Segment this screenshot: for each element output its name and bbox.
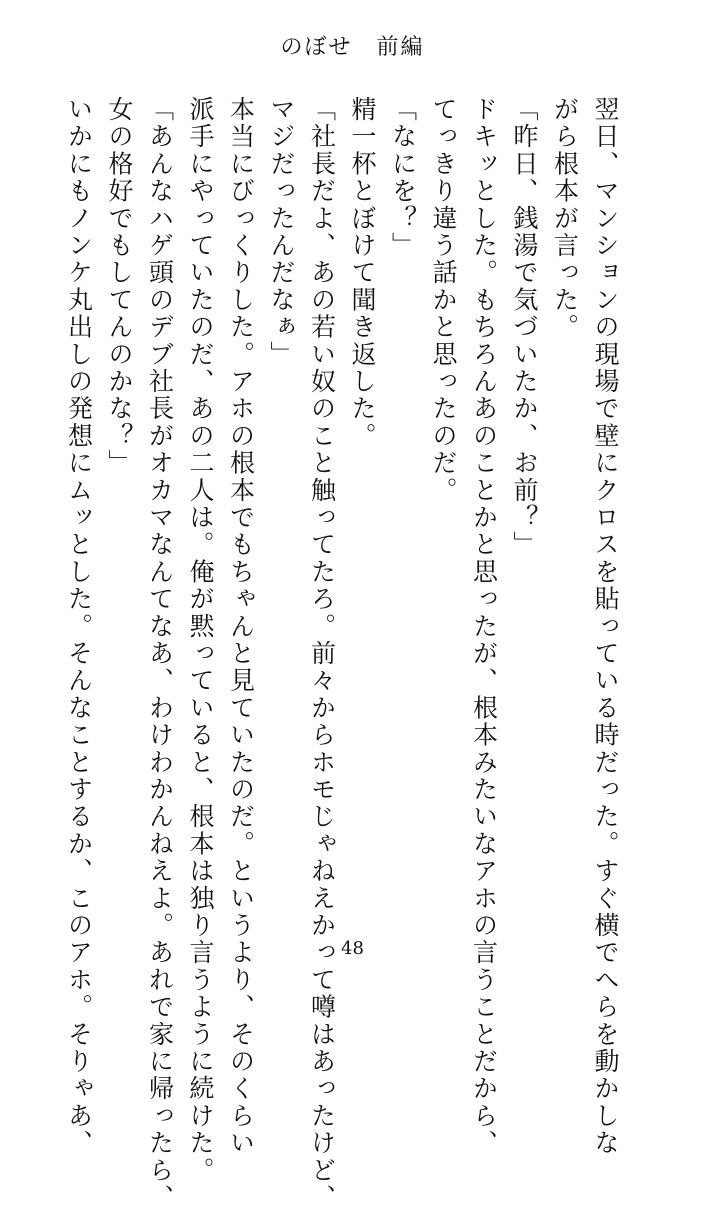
text-line: いかにもノンケ丸出しの発想にムッとした。そんなことするか、このアホ。そりゃあ、 (64, 96, 94, 1157)
text-line: 女の格好でもしてんのかな？」 (105, 96, 134, 477)
text-line: てっきり違う話かと思ったのだ。 (429, 96, 458, 504)
text-line: 派手にやっていたのだ、あの二人は。俺が黙っていると、根本は独り言うように続けた。 (186, 96, 215, 1184)
text-line: ドキッとした。もちろんあのことかと思ったが、根本みたいなアホの言うことだから、 (469, 96, 499, 1157)
text-line: 「なにを？」 (388, 96, 418, 260)
text-line: がら根本が言った。 (550, 96, 580, 341)
text-line: 「あんなハゲ頭のデブ社長がオカマなんてなあ、わけわかんねえよ。あれで家に帰ったら、 (145, 96, 175, 1211)
text-line: 「昨日、銭湯で気づいたか、お前？」 (510, 96, 539, 559)
page-title: のぼせ 前編 (280, 35, 425, 60)
text-line: 翌日、マンションの現場で壁にクロスを貼っている時だった。すぐ横でへらを動かしな (591, 96, 620, 1157)
page-number: 48 (341, 938, 364, 959)
text-line: マジだったんだなぁ」 (267, 96, 296, 368)
text-line: 「社長だよ、あの若い奴のこと触ってたろ。前々からホモじゃねえかって噂はあったけど、 (307, 96, 337, 1211)
text-line: 精一杯とぼけて聞き返した。 (348, 96, 377, 450)
text-line: 本当にびっくりした。アホの根本でもちゃんと見ていたのだ。というより、そのくらい (226, 96, 256, 1157)
